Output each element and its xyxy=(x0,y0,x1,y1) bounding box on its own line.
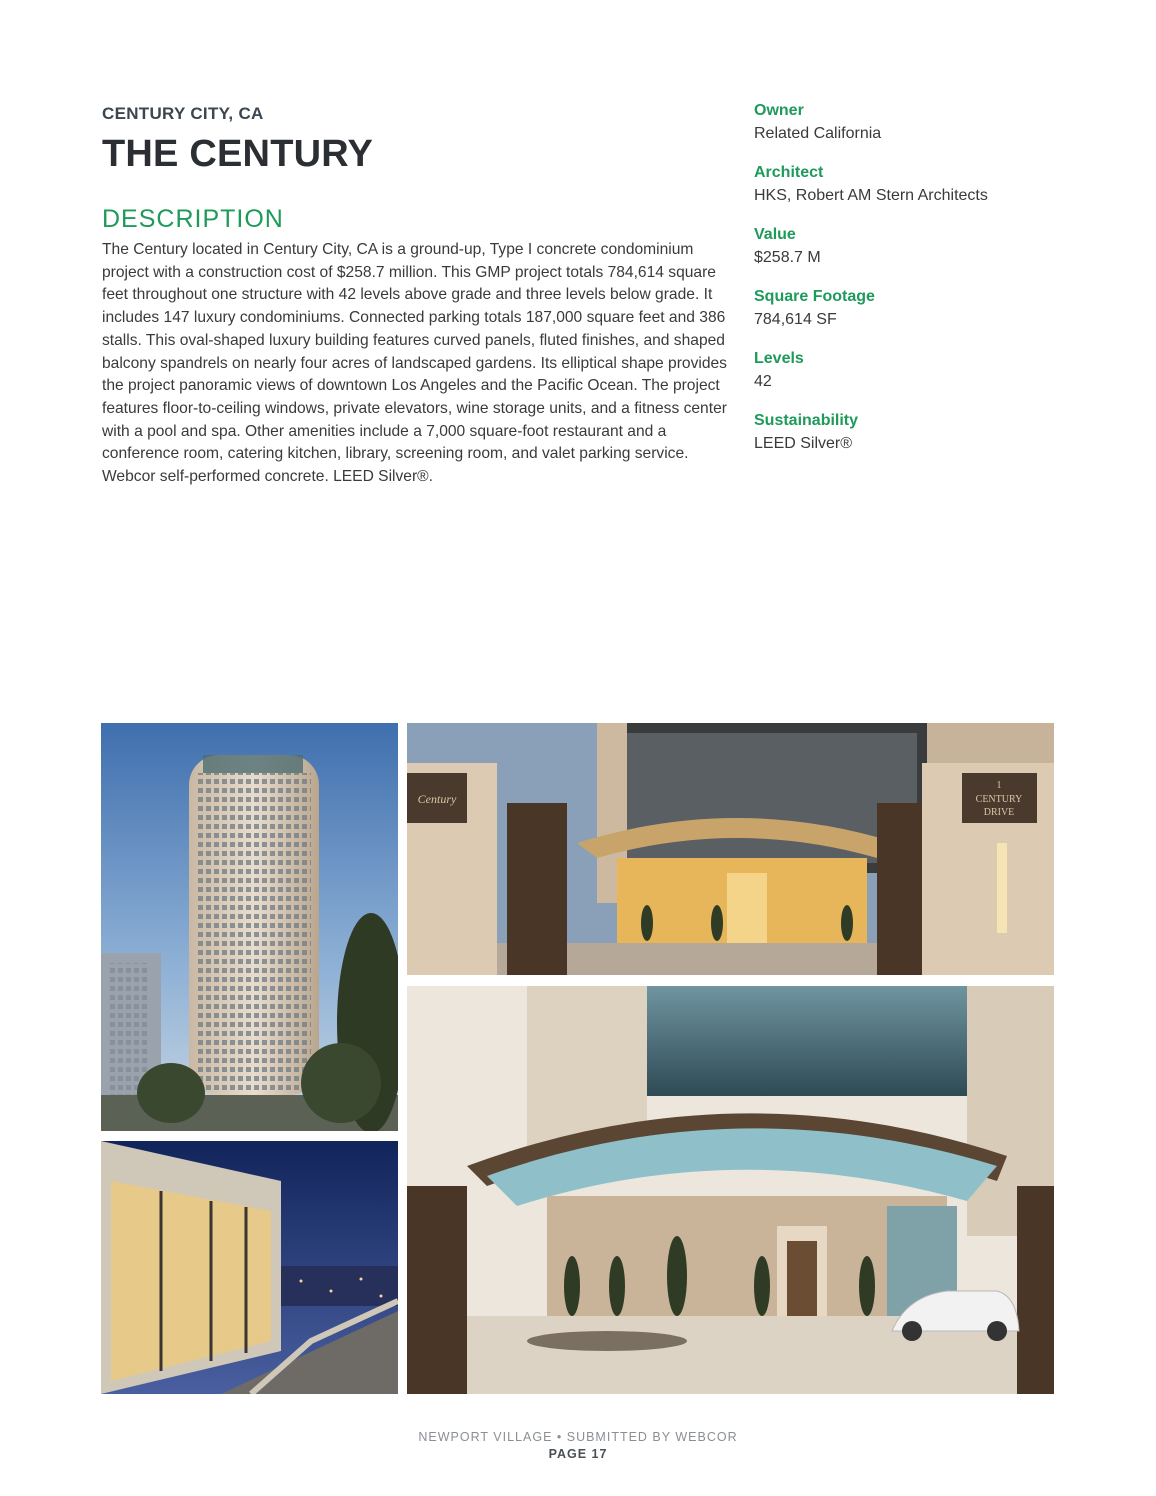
photo-entrance-canopy xyxy=(407,986,1054,1394)
fact-architect xyxy=(754,162,1084,208)
fact-value-amount xyxy=(754,224,1084,270)
entrance-sign-left: Century xyxy=(417,792,457,806)
fact-owner xyxy=(754,100,1084,146)
fact-label: Architect xyxy=(754,164,824,181)
fact-value: Related California xyxy=(754,125,882,142)
fact-label: Value xyxy=(754,226,796,243)
photo-terrace-night xyxy=(101,1141,398,1394)
fact-label: Owner xyxy=(754,102,804,119)
description-body: The Century located in Century City, CA is a ground-up, Type I concrete condominium project with a construction cost of $258.7 million. This GMP project totals 784,614 square feet throughout one structure with 42 levels above grade and three levels below grade. It includes 147 luxury condominiums. Connected parking totals 187,000 square feet and 386 stalls. This oval-shaped luxury building features curved panels, fluted finishes, and shaped balcony spandrels on nearly four acres of landscaped gardens. Its elliptical shape provides the project panoramic views of downtown Los Angeles and the Pacific Ocean. The project features floor-to-ceiling windows, private elevators, wine storage units, and a fitness center with a pool and spa. Other amenities include a 7,000 square-foot restaurant and a conference room, catering kitchen, library, screening room, and valet parking service. Webcor self-performed concrete. LEED Silver®. xyxy=(102,241,727,486)
description-heading: DESCRIPTION xyxy=(102,205,284,233)
page-title: THE CENTURY xyxy=(102,133,374,175)
fact-square-footage xyxy=(754,286,1084,332)
fact-value: $258.7 M xyxy=(754,249,821,266)
footer-page-number: PAGE 17 xyxy=(548,1447,608,1461)
photo-tower-exterior xyxy=(101,723,398,1131)
project-facts xyxy=(754,100,1084,472)
entrance-sign-right-line1: 1 xyxy=(996,780,1002,791)
fact-value: LEED Silver® xyxy=(754,435,853,452)
fact-value: 784,614 SF xyxy=(754,311,837,328)
entrance-sign-right-line2: CENTURY xyxy=(975,794,1023,805)
photo-entrance-dusk xyxy=(407,723,1054,975)
fact-label: Levels xyxy=(754,350,804,367)
fact-label: Square Footage xyxy=(754,288,875,305)
entrance-sign-right-line3: DRIVE xyxy=(983,807,1015,818)
location-heading: CENTURY CITY, CA xyxy=(102,104,264,123)
fact-levels xyxy=(754,348,1084,394)
fact-value: 42 xyxy=(754,373,772,390)
fact-label: Sustainability xyxy=(754,412,859,429)
fact-sustainability xyxy=(754,410,1084,456)
footer-submission-line: NEWPORT VILLAGE • SUBMITTED BY WEBCOR xyxy=(418,1430,738,1444)
fact-value: HKS, Robert AM Stern Architects xyxy=(754,187,988,204)
